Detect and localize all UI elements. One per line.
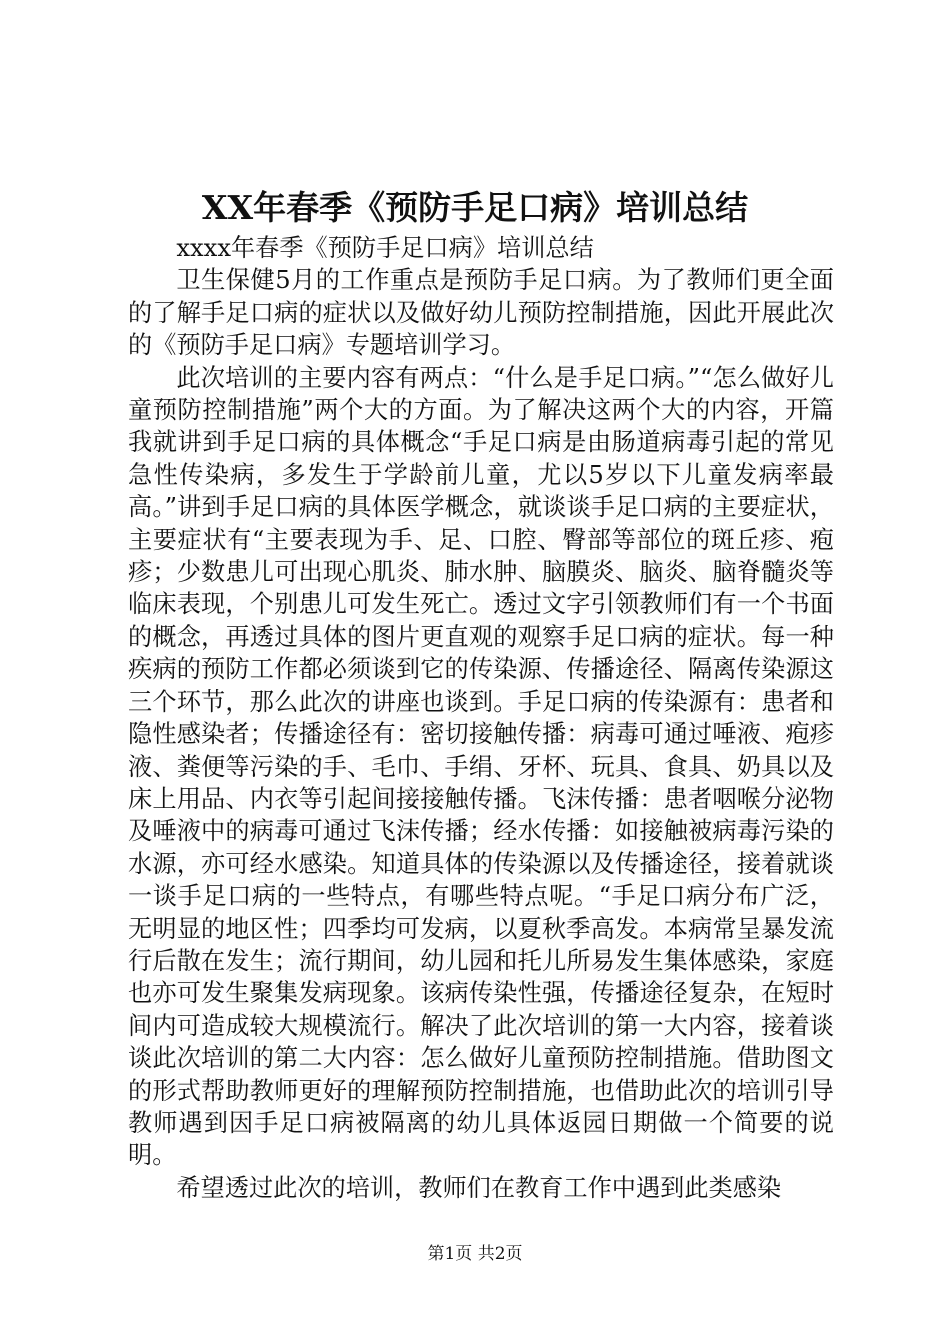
paragraph-subtitle: xxxx年春季《预防手足口病》培训总结 [176, 234, 594, 262]
document-body [128, 232, 834, 1204]
document-title: XX年春季《预防手足口病》培训总结 [201, 188, 749, 227]
paragraph-intro: 卫生保健5月的工作重点是预防手足口病。为了教师们更全面的了解手足口病的症状以及做好幼儿预防控制措施，因此开展此次的《预防手足口病》专题培训学习。 [128, 266, 834, 360]
paragraph-content: 此次培训的主要内容有两点：“什么是手足口病。”“怎么做好儿童预防控制措施”两个大的方面。为了解决这两个大的内容，开篇我就讲到手足口病的具体概念“手足口病是由肠道病毒引起的常见急性传染病，多发生于学龄前儿童，尤以5岁以下儿童发病率最高。”讲到手足口病的具体医学概念，就谈谈手足口病的主要症状，主要症状有“主要表现为手、足、口腔、臀部等部位的斑丘疹、疱疹；少数患儿可出现心肌炎、肺水肿、脑膜炎、脑炎、脑脊髓炎等临床表现，个别患儿可发生死亡。透过文字引领教师们有一个书面的概念，再透过具体的图片更直观的观察手足口病的症状。每一种疾病的预防工作都必须谈到它的传染源、传播途径、隔离传染源这三个环节，那么此次的讲座也谈到。手足口病的传染源有：患者和隐性感染者；传播途径有：密切接触传播：病毒可通过唾液、疱疹液、粪便等污染的手、毛巾、手绢、牙杯、玩具、食具、奶具以及床上用品、内衣等引起间接接触传播。飞沫传播：患者咽喉分泌物及唾液中的病毒可通过飞沫传播；经水传播：如接触被病毒污染的水源，亦可经水感染。知道具体的传染源以及传播途径，接着就谈一谈手足口病的一些特点，有哪些特点呢。“手足口病分布广泛，无明显的地区性；四季均可发病，以夏秋季高发。本病常呈暴发流行后散在发生；流行期间，幼儿园和托儿所易发生集体感染，家庭也亦可发生聚集发病现象。该病传染性强，传播途径复杂，在短时间内可造成较大规模流行。解决了此次培训的第一大内容，接着谈谈此次培训的第二大内容：怎么做好儿童预防控制措施。借助图文的形式帮助教师更好的理解预防控制措施，也借助此次的培训引导教师遇到因手足口病被隔离的幼儿具体返园日期做一个简要的说明。 [128, 363, 834, 1170]
paragraph-conclusion: 希望透过此次的培训，教师们在教育工作中遇到此类感染 [176, 1173, 782, 1202]
page-footer: 第1页 共2页 [427, 1244, 523, 1264]
